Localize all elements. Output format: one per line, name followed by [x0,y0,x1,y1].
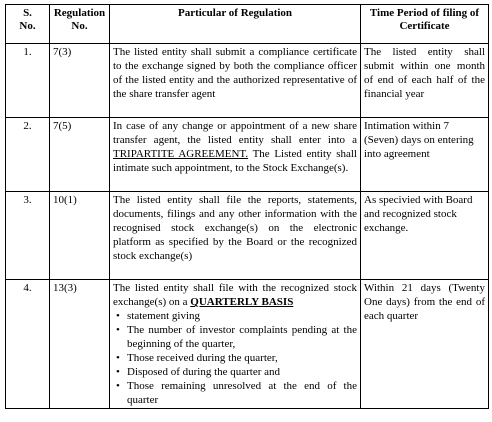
list-item: • statement giving [127,309,357,323]
row-period: Intimation within 7 (Seven) days on entering into agreement [361,118,489,192]
header-reg-line2: No. [71,20,88,32]
bullet-list [113,309,357,407]
regulation-table [5,4,489,409]
table-row [6,280,489,409]
list-item: • The number of investor complaints pending at the beginning of the quarter, [127,323,357,351]
row-sno: 2. [6,118,50,192]
header-period [361,5,489,44]
row-particular [110,280,361,409]
header-reg-line1: Regulation [53,7,106,19]
row-period: The listed entity shall submit within one month of end of each half of the financial year [361,44,489,118]
header-sno-line1: S. [23,7,32,19]
header-regulation [50,5,110,44]
header-sno [6,5,50,44]
particular-text: The Listed entity shall intimate such appointment, to the Stock Exchange(s). [113,148,357,174]
row-particular [110,118,361,192]
row-regulation: 7(5) [50,118,110,192]
particular-text: The listed entity shall file with the recognized stock exchange(s) on a [113,282,357,308]
tripartite-agreement-text: TRIPARTITE AGREEMENT. [113,148,249,160]
header-period-line2: Certificate [399,20,450,32]
particular-text: In case of any change or appointment of a new share transfer agent, the listed entity shall enter into a [113,120,357,146]
row-regulation: 10(1) [50,192,110,280]
header-row [6,5,489,44]
list-item: • Those remaining unresolved at the end of the quarter [127,379,357,407]
row-regulation: 13(3) [50,280,110,409]
row-particular: The listed entity shall file the reports, statements, documents, filings and any other information with the recognised stock exchange(s) on the electronic platform as specified by the Board or the recognized stock exchange(s) [110,192,361,280]
row-regulation: 7(3) [50,44,110,118]
table-row [6,44,489,118]
list-item: • Disposed of during the quarter and [127,365,357,379]
list-item: • Those received during the quarter, [127,351,357,365]
table-row [6,118,489,192]
table-row [6,192,489,280]
row-period: As specivied with Board and recognized stock exchange. [361,192,489,280]
header-period-line1: Time Period of filing of [369,7,480,19]
quarterly-basis-text: QUARTERLY BASIS [190,296,294,308]
header-particular: Particular of Regulation [110,5,361,44]
header-sno-line2: No. [19,20,36,32]
row-particular: The listed entity shall submit a compliance certificate to the exchange signed by both the compliance officer of the listed entity and the authorized representative of the share transfer agent [110,44,361,118]
row-sno: 3. [6,192,50,280]
row-sno: 1. [6,44,50,118]
row-sno: 4. [6,280,50,409]
row-period: Within 21 days (Twenty One days) from the end of each quarter [361,280,489,409]
